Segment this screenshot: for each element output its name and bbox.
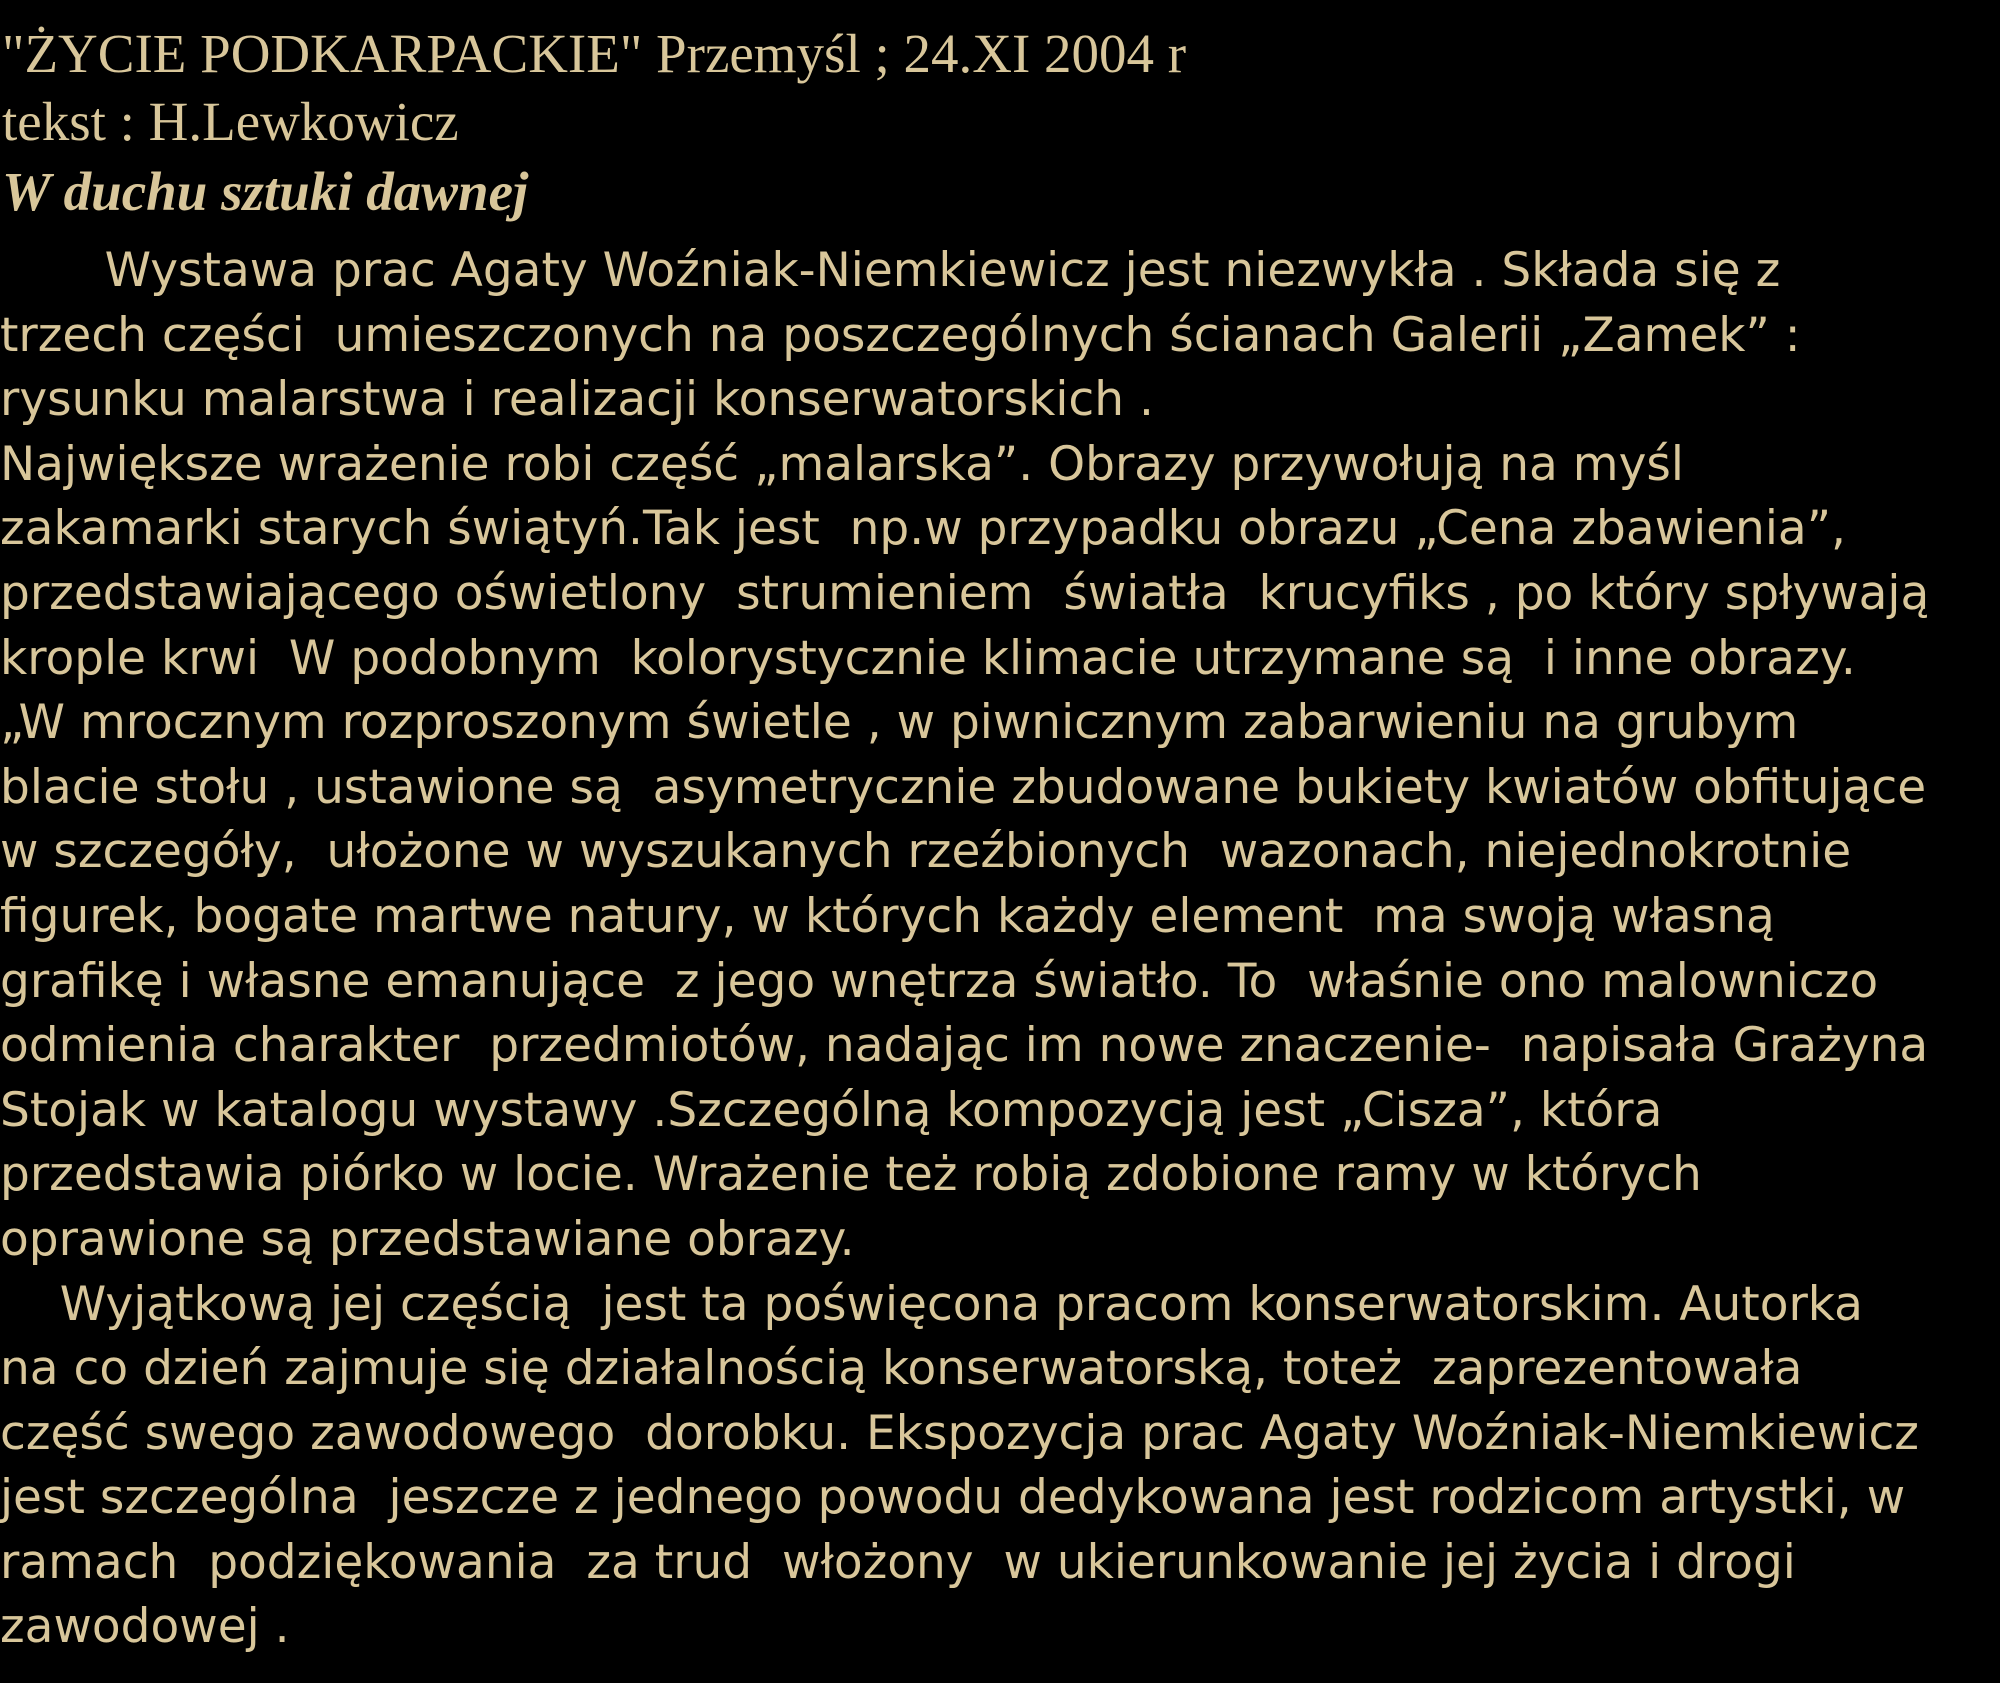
article-line: grafikę i własne emanujące z jego wnętrza światło. To właśnie ono malowniczo [0, 953, 1879, 1009]
article-line: rysunku malarstwa i realizacji konserwatorskich . [0, 372, 1154, 428]
article-line: Wystawa prac Agaty Woźniak-Niemkiewicz jest niezwykła . Składa się z [0, 243, 1781, 298]
newspaper-source-line: "ŻYCIE PODKARPACKIE" Przemyśl ; 24.XI 2004 r [2, 23, 1187, 84]
article-line: zawodowej . [0, 1599, 290, 1655]
article-line: blacie stołu , ustawione są asymetrycznie zbudowane bukiety kwiatów obfitujące [0, 759, 1927, 815]
article-line: jest szczególna jeszcze z jednego powodu dedykowana jest rodzicom artystki, w [0, 1470, 1906, 1526]
article-line: oprawione są przedstawiane obrazy. [0, 1211, 855, 1267]
article-line: odmienia charakter przedmiotów, nadając im nowe znaczenie- napisała Grażyna [0, 1018, 1929, 1074]
article-line: ramach podziękowania za trud włożony w ukierunkowanie jej życia i drogi [0, 1534, 1796, 1590]
article-line: przedstawia piórko w locie. Wrażenie też robią zdobione ramy w których [0, 1147, 1702, 1203]
article-line: część swego zawodowego dorobku. Ekspozycja prac Agaty Woźniak-Niemkiewicz [0, 1405, 1919, 1461]
article-line: zakamarki starych świątyń.Tak jest np.w przypadku obrazu „Cena zbawienia”, [0, 501, 1846, 557]
article-line: Wyjątkową jej częścią jest ta poświęcona pracom konserwatorskim. Autorka [0, 1276, 1863, 1332]
article-body [0, 239, 1929, 1660]
article-line: trzech części umieszczonych na poszczególnych ścianach Galerii „Zamek” : [0, 307, 1801, 363]
article-line: krople krwi W podobnym kolorystycznie klimacie utrzymane są i inne obrazy. [0, 630, 1856, 686]
article-line: „W mrocznym rozproszonym świetle , w piwnicznym zabarwieniu na grubym [0, 695, 1799, 751]
article-title: W duchu sztuki dawnej [2, 161, 529, 222]
article-line: na co dzień zajmuje się działalnością konserwatorską, toteż zaprezentowała [0, 1341, 1803, 1397]
article-line: Stojak w katalogu wystawy .Szczególną kompozycją jest „Cisza”, która [0, 1082, 1663, 1138]
article-line: w szczegóły, ułożone w wyszukanych rzeźbionych wazonach, niejednokrotnie [0, 824, 1852, 880]
article-author-line: tekst : H.Lewkowicz [2, 91, 459, 152]
article-line: figurek, bogate martwe natury, w których każdy element ma swoją własną [0, 888, 1775, 944]
article-line: Największe wrażenie robi część „malarska”. Obrazy przywołują na myśl [0, 436, 1684, 492]
article-line: przedstawiającego oświetlony strumieniem światła krucyfiks , po który spływają [0, 565, 1930, 621]
